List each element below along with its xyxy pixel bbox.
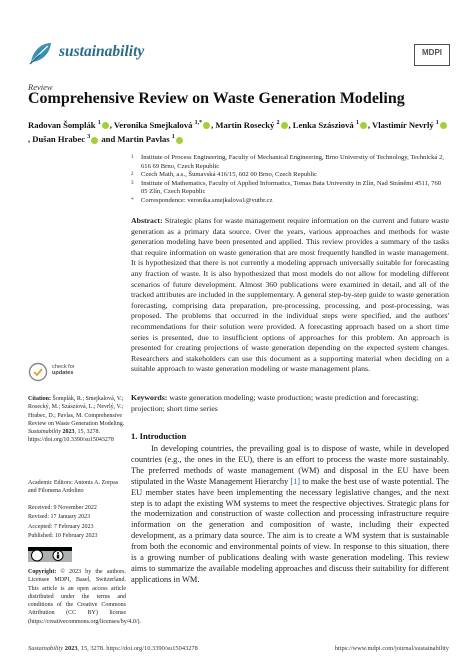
copyright-block	[28, 568, 142, 626]
author-list: Radovan Šomplák $^1$ , Veronika Smejkalová $^{1,*}$ , Martin Rosecký $^2$ , Lenka Szásziová $^1$ , Vlastimír Nevrlý $^1$, Dušan Hrabec $^3$ and Martin Pavlas $^1$	[28, 117, 448, 146]
introduction-heading: 1. Introduction	[131, 431, 187, 441]
check-for-updates-label[interactable]	[52, 364, 75, 377]
affiliation-number: 2	[131, 172, 134, 178]
affiliation-row	[131, 171, 449, 180]
affiliation-row	[131, 154, 449, 171]
affiliation-row	[131, 197, 449, 206]
article-title: Comprehensive Review on Waste Generation Modeling	[28, 90, 405, 107]
date-accepted: Accepted: 7 February 2023	[28, 523, 94, 530]
keywords	[131, 393, 449, 414]
affiliation-text: Czech Math, a.s., Šumavská 416/15, 602 00 Brno, Czech Republic	[141, 171, 317, 179]
orcid-icon[interactable]	[203, 122, 210, 129]
citation-text: Šomplák, R.; Smejkalová, V.; Rosecký, M.; Szásziová, L.; Nevrlý, V.; Hrabec, D.; Pavlas, M. Comprehensive Review on Waste Generation Modeling.	[28, 396, 125, 427]
date-revised: Revised: 17 January 2023	[28, 514, 91, 521]
author-affiliation-sup: 2	[276, 120, 280, 126]
article-type: Review	[28, 82, 53, 92]
orcid-icon[interactable]	[440, 122, 447, 129]
orcid-icon[interactable]	[360, 122, 367, 129]
date-received: Received: 9 November 2022	[28, 505, 97, 511]
citation-rest: , 15, 3278. https://doi.org/10.3390/su15043278	[28, 429, 114, 444]
date-published: Published: 10 February 2023	[28, 533, 98, 540]
citation-block	[28, 395, 126, 445]
journal-leaf-logo-icon	[28, 40, 54, 66]
author-affiliation-sup: 1	[435, 120, 439, 126]
author-affiliation-sup: 1	[171, 134, 175, 141]
orcid-icon[interactable]	[281, 122, 288, 129]
citation-year: 2023	[62, 429, 75, 436]
footer-citation-rest: , 15, 3278. https://doi.org/10.3390/su15043278	[77, 645, 198, 652]
footer-journal: Sustainability	[28, 645, 64, 652]
keywords-label: Keywords:	[131, 393, 168, 402]
introduction-body	[131, 444, 449, 586]
check-for-updates-icon[interactable]	[28, 362, 48, 382]
affiliation-number: 3	[131, 180, 134, 186]
author-name: Martin Rosecký $^2$	[215, 120, 288, 130]
author-name: Lenka Szásziová $^1$	[293, 120, 368, 130]
academic-editors: Academic Editors: Antonis A. Zorpas and Filomena Ardolino	[28, 480, 119, 495]
creative-commons-by-icon[interactable]	[28, 547, 72, 562]
citation-label: Citation:	[28, 396, 51, 402]
footer-year: 2023	[64, 645, 78, 652]
affiliation-text: Correspondence: veronika.smejkalova1@vutbr.cz	[141, 196, 273, 204]
affiliation-text: Institute of Mathematics, Faculty of Applied Informatics, Tomas Bata University in Zlín, Nad Stráněmi 4511, 760 05 Zlín, Czech Republic	[141, 179, 442, 196]
affiliation-row	[131, 180, 449, 197]
author-affiliation-sup: 1,*	[194, 120, 203, 126]
author-affiliation-sup: 1	[355, 120, 359, 126]
author-affiliation-sup: 3	[87, 134, 91, 141]
orcid-icon[interactable]	[176, 137, 183, 144]
journal-name: sustainability	[59, 43, 145, 60]
citation-journal: Sustainability	[28, 429, 61, 436]
updates-line1: check for	[52, 364, 75, 370]
copyright-text: © 2023 by the authors. Licensee MDPI, Basel, Switzerland. This article is an open access article distributed under the terms and conditions of the Creative Commons Attribution (CC BY) license (https://creativecommons.org/licenses/by/4.0/).	[28, 569, 142, 625]
intro-text-part1: In developing countries, the prevailing goal is to dispose of waste, while in developed countries (e.g., the ones in the EU), there is an effort to process the waste more sustainably. The preferred methods of waste management (WM) and disposal in the EU have been stipulated in the Waste Management Hierarchy	[131, 444, 449, 486]
author-name: Veronika Smejkalová $^{1,*}$	[114, 120, 211, 130]
author-name: Martin Pavlas $^1$	[117, 134, 183, 144]
reference-link[interactable]: [1]	[290, 476, 301, 486]
copyright-label: Copyright:	[28, 569, 57, 575]
abstract-label: Abstract:	[131, 216, 163, 225]
author-name: Radovan Šomplák $^1$	[28, 120, 110, 130]
intro-text-part2: to make the best use of waste potential. The EU member states have been implementing the necessary legislative changes, and the next step is to adapt the existing WM systems to meet the respective objectives. Strategic plans for the modernization and construction of waste collection and processing infrastructure require information on the generation and composition of waste, including their expected development, as a primary data source. The aim is to create a WM system that is sustainable from both the economic and environmental points of view. In response to this situation, there is a growing number of publications dealing with waste generation modeling. This review aims to summarize the available modeling approaches and discuss their suitability for different applications in WM.	[131, 476, 449, 584]
publisher-name: MDPI	[422, 48, 442, 57]
keywords-text: waste generation modeling; waste production; waste prediction and forecasting; projection; short time series	[131, 393, 419, 413]
orcid-icon[interactable]	[102, 122, 109, 129]
abstract-text: Strategic plans for waste management require information on the current and future waste generation as a primary data source. Over the years, various approaches and methods for waste generation modeling have been presented and applied. This review provides a summary of the tasks that require information on waste generation that are most frequently handled in waste management. It is hypothesized that there is not currently a modeling approach universally suitable for forecasting any fraction of waste. It is also hypothesized that most models do not allow for modeling different scenarios of future development. Almost 360 publications were examined in detail, and all of the tracked attributes are included in the supplementary. A general step-by-step guide to waste generation forecasting, comprising data preparation, pre-processing, processing, and post-processing, was proposed. The problems that occurred in the individual steps were specified, and the authors' recommendations for their solution were provided. A forecasting approach based on a short time series is presented, due to insufficient options of approaches for this problem. An approach is presented for creating projections of waste generation depending on the expected system changes. Researchers and stakeholders can use this document as a supporting material when deciding on a suitable approach to waste generation modeling or waste management plans.	[131, 216, 449, 374]
affiliation-number: 1	[131, 155, 134, 160]
author-name: Vlastimír Nevrlý $^1$	[372, 120, 448, 130]
footer-citation	[28, 645, 198, 652]
author-affiliation-sup: 1	[97, 120, 101, 126]
footer-journal-url[interactable]: https://www.mdpi.com/journal/sustainability	[334, 645, 449, 652]
abstract	[131, 216, 449, 375]
author-name: Dušan Hrabec $^3$	[32, 134, 99, 144]
affiliations	[131, 154, 449, 206]
article-dates	[28, 504, 126, 542]
updates-line2: updates	[52, 370, 74, 377]
affiliation-number: *	[131, 197, 134, 203]
orcid-icon[interactable]	[91, 137, 98, 144]
affiliation-text: Institute of Process Engineering, Faculty of Mechanical Engineering, Brno University of Technology, Technická 2, 616 69 Brno, Czech Republic	[141, 154, 444, 170]
